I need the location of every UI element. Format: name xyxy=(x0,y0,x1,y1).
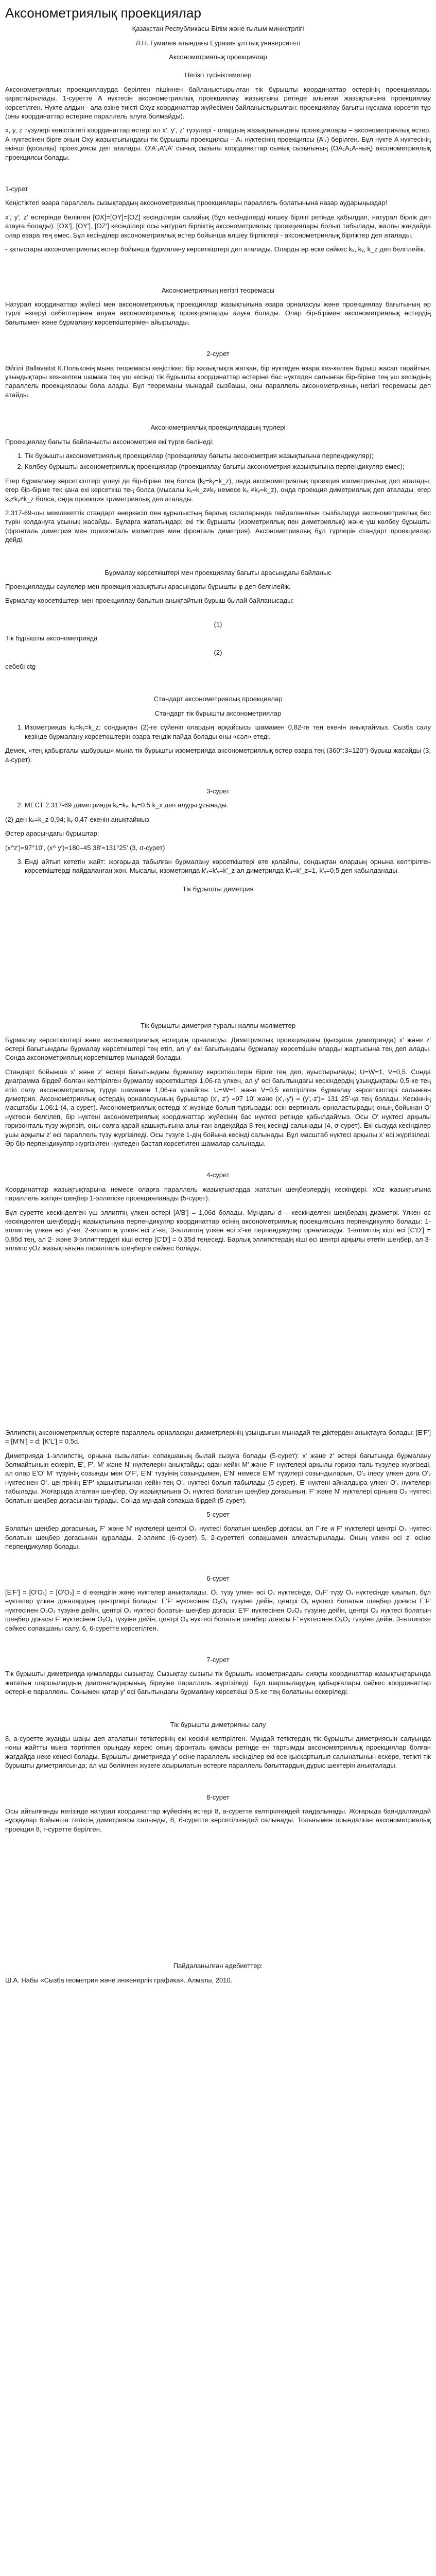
paragraph: Проекциялауды сәулелер мен проекция жазықтығы арасындағы бұрышты φ деп белгілейік. xyxy=(5,583,291,591)
figure-caption: 4-сурет xyxy=(206,1171,230,1179)
figure-caption: 6-сурет xyxy=(206,1574,230,1582)
standard-list xyxy=(5,723,431,741)
section-heading-references: Пайдаланылған әдебиеттер: xyxy=(173,1962,263,1970)
paragraph: Аксонометриялық проекциялаурда берілген пішіннен байланыстырылған тік бұрышты координаттар өстерінің проекциялары қарастырылады. 1-суретте A нүктесін аксонометриялық проекциялау жазықтығы ретінде алынған жазықтығына проекциялау көрсетілген. Нүкте алдын - ала өзіне тиісті Oxyz координаттар жүйесімен байланыстырылған: проекциялау бағыты нұсқама көрсетіп тұр (оны координаттар өстеріне параллель алуға болмайды). xyxy=(5,85,431,121)
paragraph: Егер бұрмалану көрсеткіштері үшеуі де бір-біріне тең болса (kₓ=kᵧ=k_z), онда аксонометриялық проекция изометриялық деп аталады; егер бір-біріне тек қана екі көрсеткіш тең болса (мысалы kₓ=k_z≠kᵧ немесе kₓ ≠kᵧ=k_z), онда проекция диметриялық деп аталады, егер kₓ≠kᵧ≠k_z болса, онда проекция триметриялық деп аталады. xyxy=(5,477,431,503)
paragraph: x, y, z түзулері кеңістіктегі координаттар өстері ал x', y', z' түзулері - олардың жазықтығындағы проекциялары – аксонометриялық өстер. A нүктесінен бірге оның Oxy жазықтығындағы тік бұрышты проекциясы – A₁ нүктесінің проекциясы (A'₁) берілген. Бұл нүкте A нүктесінің екінші (қосалқы) проекциясы деп аталады. O'A'₁A'₁A' сынық сызығы координаттар сынық сызығының (OA₁A₁A-ның) аксонометриялық проекциясы болады. xyxy=(5,126,431,161)
figure-caption: 8-сурет xyxy=(206,1793,230,1801)
paragraph: (x^z')=97°10', (x^ y')=180–45 38'=131°25' (3, σ-сурет) xyxy=(5,843,165,852)
paragraph: (2)-ден kₓ=k_z 0,94; kᵧ 0,47-екенін анықтаймыз. xyxy=(5,815,151,823)
equation-number: (1) xyxy=(214,620,222,628)
ministry-line: Қазақстан Республикасы Білім және ғылым министрлігі xyxy=(132,25,304,33)
standard-list-2 xyxy=(5,801,431,809)
figure-caption: 7-сурет xyxy=(206,1656,230,1664)
equation-number: (2) xyxy=(214,648,222,656)
paragraph: Бұл суретте кескінделген үш эллиптің үлкен өстері [A'B'] = 1,06d болады. Мұндағы d – кескінделген шеңбердің диаметрі. Үлкен өс кескінделген шеңбердің жазықтығына перпендикуляр координаттар өсінің аксонометриялық проекциясына перпендикуляр болады: 1-эллиптің үлкен өсі y'-ке, 2-эллиптің үлкен өсі z'-ке, 3-эллиптің үлкен өсі x'-ке перпендикуляр орналасады. 1-эллиптің кіші өсі [C'D'] = 0,95d тең, ал 2- және 3-эллиптердегі кіші өстер [C'D'] = 0,35d теңеседі. Барлық эллипстердің кіші өсі центрі арқылы өтетін шеңбер, ал 3-эллипс yOz жазықтығына параллель шеңберге сәйкес болады. xyxy=(5,1208,431,1252)
list-item: 2. МЕСТ 2.317-69 диметрияда kₓ=kᵧ, kᵧ=0.5 k_x деп алуды ұсынады. xyxy=(25,801,431,809)
paragraph: Проекциялау бағыты байланысты аксонометрия екі түрге бөлінеді: xyxy=(5,437,214,446)
paragraph: Стандарт бойынша x' және z' өстері бағытындағы бұрмалау көрсеткіштерін біріге тең деп, ауыстырылады; U=W=1, V=0,5. Сонда диаграмма бірдей болған келтірілген бұрмалау көрсеткіштері 1,06-ға үлкен, ал y' өсі бағытындағы кескіндердің ұзындықтары 0,5-ке тең етіп салу аксонометриялық түрде шамамен 1,06-ға үлкейген. U=W=1 және V=0,5 келтірілген бұрмалау көрсеткіштері салынған диметрия. Аксонометриялық өстердің орналасуының бұрыштар (x', z') =97 10' және (x',-y') = (y',-z')= 131 25'-қа тең болады. Кескіннің масштабы 1.06:1 (4, а-сурет). Аксонометриялық өстерді x' жүзінде болып тұрғызады: өсін вертикаль орналастырады; оның бойынан O' нүктесін белгілеп, бір нүктені аксонометриялық координаттар жүйесінің бас нүктесі ретінде қабылдаймыз. Осы O' нүктесі арқылы горизонталь түзу жүргізіп, оны солға қарай қашықтығына алынған әлдеқайда 8 тең кесінді салынады (4, σ-сурет). Екі сызуда кесінділер ұшы арқылы z' өсі параллель түзу жүргізіледі. Осы түзуге 1-дің бойына кесінді салынады. Бұл масштаб нүктесі арқылы x' өсі жүргізіледі. Әр бір перпендикуляр жүргізілген нүктеден бастап көрсетілген шамалар салынады. xyxy=(5,1067,431,1148)
list-item: 1. Тік бұрышты аксонометриялық проекциялар (проекциялау бағыты аксонометрия жазықтығына перпендикуляр); xyxy=(25,451,431,460)
figure-caption: 5-сурет xyxy=(206,1510,230,1518)
paragraph: Әйгілі Ballavaitst К.Польконің мына теоремасы кеңістікке: бір жазықтықта жатқан, бір нүктеден өзара кез-келген бұрыш жасап тарайтын, ұзындықтары кез-келген шамаға тең үш кесінді тік бұрышты координаттар өстеріне бас нүктеден салынған бір-біріне тең үш кесіндінің параллель проекциялары бола алады. Бұл теореманы мынадай сызбашы, оны параллель аксонометрияның негізгі теоремасы деп атайды. xyxy=(5,364,431,399)
paragraph: себебі ctg xyxy=(5,663,36,671)
paragraph: Эллипстің аксонометриялық өстерге параллель орналасқан диаметрлерінің ұзындығын мынадай теңдіктерден анықтауға болады: [E'F'] = [M'N'] = d; [K'L'] = 0,5d. xyxy=(5,1428,431,1446)
paragraph: Бұрмалау көрсеткіштері және аксонометриялық өстердің орналасуы. Диметриялық проекциядағы (қысқаша диметрияда) x' және z' өстері бағытындағы бұрмалау көрсеткіштері тең етіп, ал y' екі бағытындағы бұрмалау көрсеткішін оларды жартысына тең деп алады. Сонда аксонометриялық көрсеткіштер мынадай болады. xyxy=(5,1036,431,1062)
list-item: 1. Изометрияда kₓ=kᵧ=k_z; сондықтан (2)-ге сүйеніп олардың әрқайсысы шамамен 0,82-ге тең екенін анықтаймыз. Сызба салу кезінде бұрмалану көрсеткіштерін өзара теңдік пайда болады оны «сәл» етеді. xyxy=(25,723,431,741)
standard-list-3 xyxy=(5,857,431,875)
figure-caption: 3-сурет xyxy=(206,787,230,795)
paragraph: Кеңістіктегі өзара параллель сызықтардың аксонометриялық проекциялары параллель болатынына назар аударыңыздар! xyxy=(5,199,388,207)
reference-item: Ш.А. Набы «Сызба геометрия және инженерлік графика». Алматы, 2010. xyxy=(5,1976,233,1984)
paragraph: Болатын шеңбер доғасының, F' және N' нүктелері центрі O₂ нүктесі болатын шеңбер доғасы, ал Г-ге и F' нүктелері центрі O₃ нүктесі болатын шеңбер доғасынан құралады. 2-эллипс (6-сурет) 5, 2-суреттегі сопақшамен алмастырылады. Оның үлкен өсі z' өсіне перпендикуляр болады. xyxy=(5,1524,431,1551)
paragraph: Тік бұрышты аксонометрияда xyxy=(5,634,98,642)
section-heading-theorem: Аксонометрияның негізгі теоремасы xyxy=(161,286,275,294)
paragraph: [E'F'] = [O'O₁] = [O'O₂] = d екендігін және нүктелер анықталады. O₁ түзу үлкен өсі O₁ нүктесінде, O₁F' түзу O₁ нүктесінде қиылып, бұл нүктелер үлкен доғалардың центрлері болады: E'F' нүктесінен O₂O₁ түзуіне дейін, центрі O₁ нүктесі болатын шеңбер доғасы E'F' нүктесінен O₂O₁ түзуіне дейін, центрі O₁ нүктесі болатын шеңбер доғасы; E'F' нүктесінен O₂O₂ түзуіне дейін, центрі O₂ нүктесі болатын шеңбер доғасы F' нүктесінен O₂O₁ түзуіне дейін, центрі O₃ нүктесі болатын шеңбер доғасы F' нүктесінен O₃O₁ түзуіне дейін. 3-эллипске сәйкес сопақшаны салу. 6, 6-суретте көрсетілген. xyxy=(5,1588,431,1632)
paragraph: Тік бұрышты диметрияда қималарды сызықтау. Сызықтау сызығы тік бұрышты изометриядағы сияқты координаттар жазықтықтарында жататын шаршылардың диагональдарының біреуіне параллель жүргізіледі. Бұл шаршылардың қабырғалары сәйкес координаттар өстеріне параллель. Сонымен қатар y' өсі бағытындағы бұрмалану көрсеткіші 0,5-ке тең болатыны ескеріледі. xyxy=(5,1670,431,1696)
list-item: 3. Енді айтып кететін жайт: жоғарыда табылған бұрмалану көрсеткіштері өте қолайлы, сондықтан олардың орнына келтірілген көрсеткіштерді пайдаланған жөн. Мысалы, изометрияда k'ₓ=k'ᵧ=k'_z ал диметрияда k'ₓ=k'_z=1, k'ᵧ=0,5 деп қабылданады. xyxy=(25,857,431,875)
university-line: Л.Н. Гумилев атындағы Еуразия ұлттық университеті xyxy=(135,39,301,47)
paragraph: 2.317-69-шы мемлекеттік стандарт өнеркәсіп пен құрылыстың барлық салаларында пайдаланатын сызбаларда аксонометриялық бес түрін қолдануға ұсынық жасайды. Бұларға жататындар: екі тік бұрышты (изометриялық пен диметриялық) және үш көлбеу бұрышты (фронталь диметрия мен горизонталь изометрия мен фронталь диметрия). Аксонометриялық бұл түрлерін стандарт проекциялар дейді. xyxy=(5,509,431,544)
types-list xyxy=(5,451,431,471)
figure-caption: 2-сурет xyxy=(206,350,230,358)
paragraph: Диметрияда 1-эллипстің, орнына сызылатын сопақшаның былай сызуға болады (5-сурет): x' және z' өстері бағытында бұрмалану болмайтынын ескеріп, E', F', M' және N' нүктелерін анықтайды; одан кейін M' және F' нүктелері арқылы горизонталь түзулер жүргізеді, ал олар E'O' M' түзуінің созынды мен O'F', E'N' түзуінің созындымен, E'N' немесе E'M' түзулері созындыларын, O'₂ ілесу үлкен доға O'₂ нүктесінен O'₁ центрінің E'P' қашықтығынан кейін тең O'₁ нүктесі болып табылады (5-сурет). E' нүктені айналдыра үлкен O'₁ нүктелері табылады. Жоғарыда аталған шеңбер, Оу жазықтығына O₁ нүктесі болатын шеңбер доғасының, F' және N' нүктелері орнына O₂ нүктесі болатын шеңбер доғасынан тұрады. Сонда мұндай сопақша бірдей (5-сурет). xyxy=(5,1451,431,1504)
paragraph: x', y', z' өстерінде бөлінген [OX]=[OY]=[OZ] кесінділерін салайық (бұл кесінділерді өлшеу бірлігі ретінде қабылдап, натурал бірлік деп атауға болады). [OX'], [OY'], [OZ'] кесінділері осы натурал бірліктің аксонометриялық проекциялары болып табылады, жалпы жағдайда олар өзара тең емес. Бұл кесінділер аксонометриялық өстер бойынша өлшеу бірліктері - аксонометриялық бірліктер деп аталады. xyxy=(5,213,431,239)
document-title: Аксонометриялық проекциялар xyxy=(5,5,201,21)
paragraph: - қатыстары аксонометриялық өстер бойынша бұрмалану көрсеткіштері деп аталады. Оларды әр өске сәйкес kₓ, kᵧ, k_z деп белгілейік. xyxy=(5,245,426,253)
paragraph: Натурал координаттар жүйесі мен аксонометриялық проекциялар жазықтығына өзара орналасуы және проекциялау бағытының әр түрлі өзгеруі себептерінен алуан аксонометриялық проекцияларды алуға болады. Олар бір-бірімен аксонометриялық өстердің бағытымен және бұрмалану көрсеткіштерімен айырылады. xyxy=(5,300,431,326)
paragraph: Өстер арасындағы бұрыштар: xyxy=(5,829,99,838)
section-heading-relation: Бұрмалау көрсеткіштері мен проекциялау бағыты арасындағы байланыс xyxy=(104,568,332,577)
section-heading-standard: Стандарт аксонометриялық проекциялар xyxy=(153,695,283,703)
section-heading-basics: Негізгі түсініктемелер xyxy=(184,71,252,79)
section-heading-dimetry: Тік бұрышты диметрия xyxy=(182,885,254,893)
paragraph: Демек, «тең қабырғалы ұшбұрыш» мына тік бұрышты изометрияда аксонометриялық өстер өзара тең (360°:3=120°) бұрыш жасайды (3, а-сурет). xyxy=(5,747,431,764)
figure-caption: 1-сурет xyxy=(5,185,28,193)
section-heading-examples: Тік бұрышты диметрияны салу xyxy=(170,1720,266,1728)
paragraph: 8, а-суретте жуанды шаңы деп аталатын тетіктерінің екі кескіні келтірілген. Мұндай тетіктердің тік бұрышты диметриясын салуында ноны жайтты мына тәртіппен орындау керек: оның фронталь қимасы ретінде ен тартымды аксонометриялық проекциялар болған жағдайда неке кеңесі болады. Бұрышты диметрияда y' өсіне параллель кесінділер екі есе қысқартылып салынатынын ескере, тетікті тік бұрышты диметриясында; ал үш бөлімнен жүзеге асырылатын өстерге параллель бағыттардың дұрыс шектерін анықталады. xyxy=(5,1735,431,1770)
list-item: 2. Көлбеу бұрышты аксонометриялық проекциялар (проекциялау бағыты аксонометрия жазықтығына перпендикуляр емес); xyxy=(25,462,431,471)
topic-line: Аксонометриялық проекциялар xyxy=(169,53,267,61)
paragraph: Бұрмалау көрсеткіштері мен проекциялау бағытын анықтайтын бұрыш былай байланысады: xyxy=(5,597,294,605)
paragraph: Координаттар жазықтықтарына немесе оларға параллель жазықтықтарда жататын шеңберлердің кескіндері. xOz жазықтығына параллель жатқан шеңбер 1-эллипске проекцияланады (5-сурет). xyxy=(5,1185,431,1202)
section-heading-types: Аксонометриялық проекциялардың түрлері xyxy=(150,423,286,432)
paragraph: Осы айтылғанды негізінде натурал координаттар жүйесінің өстері 8, а-суретте көлтірілгендей таңдалынады. Жоғарыда баяндалғандай нұсқаулар бойынша тетіктің диметриясы салынды, 8, б-суретте көрсетілгендей салынады. Толығымен орындалған аксонометриялық проекция 8, г-суретте берілген. xyxy=(5,1807,431,1833)
subsection-heading-standard: Стандарт тік бұрышты аксонометриялар xyxy=(154,709,282,717)
section-heading-rules: Тік бұрышты диметрия туралы жалпы мәліметтер xyxy=(140,1022,296,1030)
